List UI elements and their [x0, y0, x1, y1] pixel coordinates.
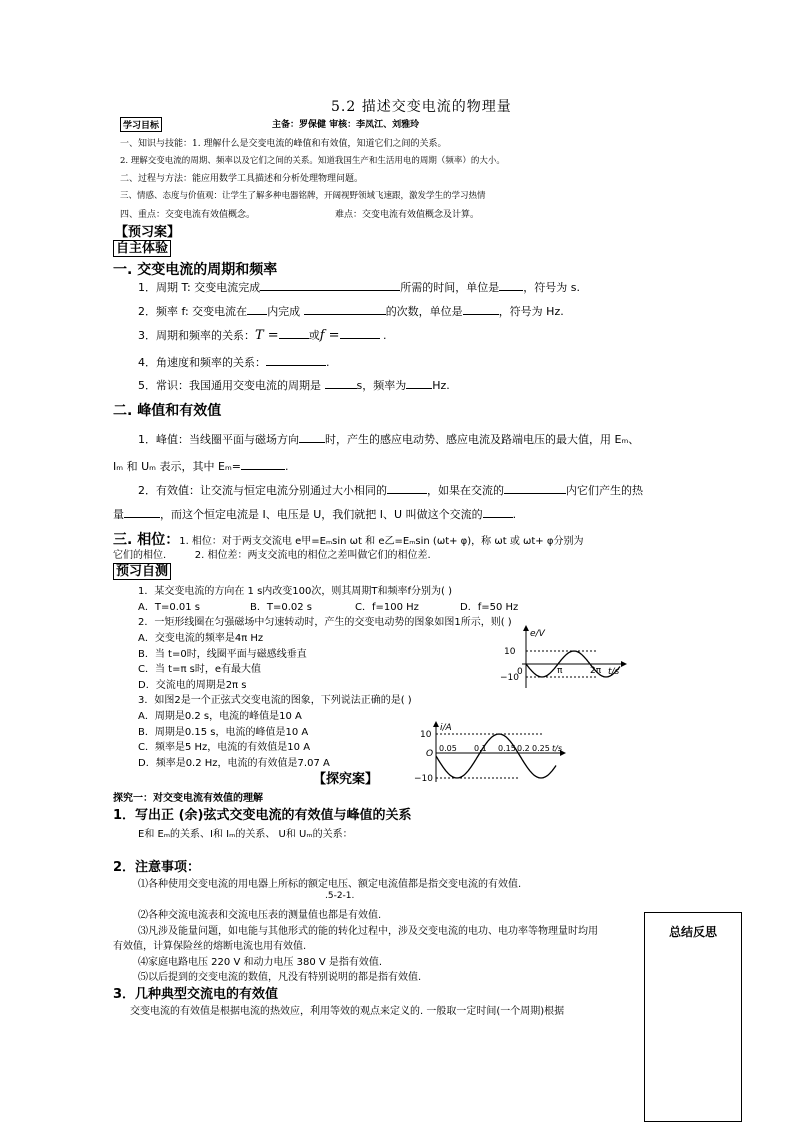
q3-option-b: B．周期是0.15 s，电流的峰值是10 A	[138, 727, 309, 738]
objectives-label: 学习目标	[120, 117, 162, 132]
q3-option-d: D．频率是0.2 Hz，电流的有效值是7.07 A	[138, 758, 330, 769]
item-2: 2．频率 f: 交变电流在 内完成 的次数，单位是 ，符号为 Hz.	[138, 305, 564, 318]
objective-line-2: 2. 理解交变电流的周期、频率以及它们之间的关系。知道我国生产和生活用电的周期（频率）的大小。	[120, 156, 505, 166]
fig2-y-arrow	[433, 721, 439, 727]
q3-option-a: A．周期是0.2 s，电流的峰值是10 A	[138, 711, 302, 722]
fig1-y-arrow	[523, 625, 529, 631]
fig1-origin: 0	[517, 667, 523, 677]
fig1-xtick-pi: π	[557, 666, 563, 676]
self-test-label: 预习自测	[113, 563, 171, 580]
q3-option-c: C．频率是5 Hz，电流的有效值是10 A	[138, 742, 311, 753]
fig1-x-arrow	[621, 661, 627, 667]
item-4: 4．角速度和频率的关系： .	[138, 356, 330, 369]
q3: 3．如图2是一个正弦式交变电流的图象，下列说法正确的是( )	[138, 695, 412, 706]
explore-h1-line: E和 Eₘ的关系、I和 Iₘ的关系、 U和 Uₘ的关系：	[138, 829, 353, 840]
fig2-origin: O	[426, 749, 434, 759]
effective-line-2: 量 ，而这个恒定电流是 I、电压是 U，我们就把 I、U 叫做这个交流的 .	[113, 508, 517, 521]
explore-h2: 2．注意事项：	[113, 860, 201, 875]
q2: 2．一矩形线圈在匀强磁场中匀速转动时，产生的交变电动势的图象如图1所示，则( )	[138, 617, 512, 628]
q2-option-c: C．当 t=π s时，e有最大值	[138, 664, 262, 675]
objective-line-3: 二、过程与方法：能应用数学工具描述和分析处理物理问题。	[120, 174, 364, 184]
preview-heading: 【预习案】	[115, 225, 181, 240]
explore-h3: 3．几种典型交流电的有效值	[113, 987, 279, 1002]
self-experience-label: 自主体验	[113, 240, 171, 257]
note-1: ⑴各种使用交变电流的用电器上所标的额定电压、额定电流值都是指交变电流的有效值.	[138, 879, 522, 890]
item-3: 3．周期和频率的关系：T = 或f = .	[138, 328, 387, 343]
fig2-xlabel: t/s	[552, 744, 562, 753]
page-title: 5.2 描述交变电流的物理量	[331, 99, 512, 115]
note-3: ⑶凡涉及能量问题，如电能与其他形式的能的转化过程中，涉及交变电流的电功、电功率等物理量时均用	[138, 926, 598, 937]
objective-line-4: 三、情感、态度与价值观：让学生了解多种电器铭牌，开阔视野领域飞速跟，激发学生的学习热情	[120, 191, 486, 201]
objective-line-5b: 难点：交变电流有效值概念及计算。	[335, 210, 480, 220]
objective-line-5a: 四、重点：交变电流有效值概念。	[120, 210, 256, 220]
figure-2-graph	[410, 720, 570, 784]
section-3: 三. 相位：1. 相位：对于两支交流电 e甲=Eₘsin ωt 和 e乙=Eₘsin (ωt+ φ)，称 ωt 或 ωt+ φ分别为	[113, 532, 584, 548]
peak-line-2: Iₘ 和 Uₘ 表示，其中 Eₘ= .	[113, 460, 289, 473]
explore-last-line: 交变电流的有效值是根据电流的热效应，利用等效的观点来定义的. 一般取一定时间(一个周期)根据	[130, 1006, 565, 1017]
q1-option-a: A．T=0.01 s	[138, 602, 200, 613]
q1-option-c: C．f=100 Hz	[355, 602, 419, 613]
summary-box	[644, 912, 742, 1122]
fig1-xtick-2pi: 2π	[590, 666, 602, 676]
item-1: 1．周期 T: 交变电流完成 所需的时间，单位是 ，符号为 s.	[138, 281, 580, 294]
fig2-ytick-neg: −10	[414, 774, 433, 784]
q1: 1．某交变电流的方向在 1 s内改变100次，则其周期T和频率f分别为( )	[138, 586, 452, 597]
q1-option-b: B．T=0.02 s	[250, 602, 313, 613]
note-5: ⑸以后提到的交变电流的数值，凡没有特别说明的都是指有效值.	[138, 972, 422, 983]
objective-line-1: 一、知识与技能：1. 理解什么是交变电流的峰值和有效值，知道它们之间的关系。	[120, 139, 447, 149]
note-2: ⑵各种交流电流表和交流电压表的测量值也都是有效值.	[138, 910, 382, 921]
fig2-sine-curve	[436, 734, 556, 778]
q2-option-b: B．当 t=0时，线圈平面与磁感线垂直	[138, 649, 307, 660]
fig2-xtick: 0.05	[439, 744, 457, 753]
section-1-heading: 一. 交变电流的周期和频率	[113, 262, 278, 278]
note-3b: 有效值，计算保险丝的熔断电流也用有效值.	[113, 941, 307, 952]
figure-1-graph	[500, 624, 630, 692]
peak-line-1: 1．峰值：当线圈平面与磁场方向 时，产生的感应电动势、感应电流及路端电压的最大值，用 Eₘ、	[138, 433, 640, 446]
section-3-line-2: 它们的相位. 2. 相位差：两支交流电的相位之差叫做它们的相位差.	[113, 550, 431, 561]
fig2-xtick: 0.2	[517, 744, 530, 753]
section-2-heading: 二. 峰值和有效值	[113, 403, 222, 419]
author-line: 主备：罗保健 审核：李凤江、刘雅玲	[272, 120, 420, 130]
fig2-xtick: 0.25	[532, 744, 550, 753]
fig1-ytick-pos: 10	[504, 647, 516, 657]
fig2-xtick: 0.1	[474, 744, 487, 753]
summary-label: 总结反思	[668, 925, 717, 939]
q2-option-a: A．交变电流的频率是4π Hz	[138, 633, 264, 644]
fig2-ylabel: i/A	[440, 723, 452, 733]
q1-option-d: D．f=50 Hz	[460, 602, 519, 613]
fig1-ylabel: e/V	[530, 629, 545, 639]
explore-h1: 1．写出正 (余)弦式交变电流的有效值与峰值的关系	[113, 808, 412, 823]
explore-heading: 【探究案】	[313, 772, 379, 787]
fig2-ytick-pos: 10	[420, 730, 432, 740]
fig2-xtick: 0.15	[498, 744, 516, 753]
note-4: ⑷家庭电路电压 220 V 和动力电压 380 V 是指有效值.	[138, 957, 383, 968]
note-1-ref: .5-2-1.	[325, 891, 355, 901]
effective-line-1: 2．有效值：让交流与恒定电流分别通过大小相同的 ，如果在交流的 内它们产生的热	[138, 484, 643, 497]
q2-option-d: D．交流电的周期是2π s	[138, 680, 247, 691]
explore-subheading: 探究一：对交变电流有效值的理解	[113, 793, 263, 804]
fig1-xlabel: t/s	[608, 667, 620, 677]
item-5: 5．常识：我国通用交变电流的周期是 s，频率为 Hz.	[138, 379, 450, 392]
fig1-ytick-neg: −10	[500, 673, 519, 683]
